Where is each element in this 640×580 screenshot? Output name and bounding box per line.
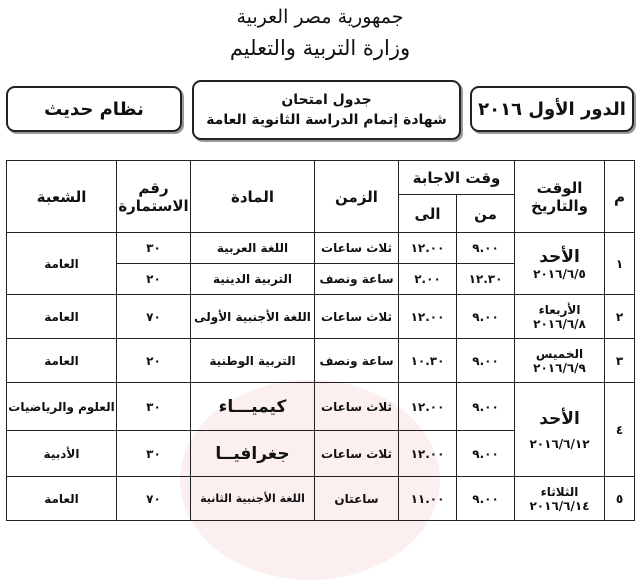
- time-from: ٩.٠٠: [457, 339, 515, 383]
- round-label: الدور الأول ٢٠١٦: [478, 98, 626, 120]
- day-name: الأحد: [539, 408, 580, 429]
- form-number: ٣٠: [117, 383, 191, 431]
- day-date-cell: [515, 339, 605, 383]
- row-index: ٣: [605, 339, 635, 383]
- day-name: الخميس: [535, 346, 584, 361]
- day-date-cell: [515, 477, 605, 521]
- subject: التربية الدينية: [191, 264, 315, 295]
- time-from: ٩.٠٠: [457, 233, 515, 264]
- duration: ساعة ونصف: [315, 264, 399, 295]
- branch: العامة: [7, 233, 117, 295]
- form-number: ٢٠: [117, 339, 191, 383]
- branch: العلوم والرياضيات: [7, 383, 117, 431]
- round-box: [470, 86, 634, 132]
- branch: العامة: [7, 477, 117, 521]
- subject: اللغة العربية: [191, 233, 315, 264]
- title-line-2: شهادة إتمام الدراسة الثانوية العامة: [206, 112, 447, 128]
- time-from: ٩.٠٠: [457, 295, 515, 339]
- system-box: [6, 86, 182, 132]
- day-date-cell: [515, 383, 605, 477]
- subject: اللغة الأجنبية الثانية: [191, 477, 315, 521]
- table-row: [7, 339, 635, 383]
- day-name: الأربعاء: [538, 302, 581, 317]
- time-from: ٩.٠٠: [457, 383, 515, 431]
- subject: التربية الوطنية: [191, 339, 315, 383]
- subject: جغرافيــا: [191, 431, 315, 477]
- day-date-cell: [515, 233, 605, 295]
- form-number: ٣٠: [117, 431, 191, 477]
- time-to: ١٢.٠٠: [399, 431, 457, 477]
- day-name: الأحد: [539, 246, 580, 267]
- form-number: ٢٠: [117, 264, 191, 295]
- table-row: [7, 477, 635, 521]
- row-index: ٥: [605, 477, 635, 521]
- duration: ثلاث ساعات: [315, 431, 399, 477]
- system-label: نظام حديث: [44, 98, 144, 120]
- exam-date: ٢٠١٦/٦/٨: [533, 316, 586, 331]
- header-subject: المادة: [191, 161, 315, 233]
- header-branch: الشعبة: [7, 161, 117, 233]
- title-line-1: جدول امتحان: [281, 92, 372, 108]
- time-to: ٢.٠٠: [399, 264, 457, 295]
- row-index: ٢: [605, 295, 635, 339]
- day-date-cell: [515, 295, 605, 339]
- header-to: الى: [399, 195, 457, 233]
- time-to: ١٢.٠٠: [399, 383, 457, 431]
- subject: كيميـــاء: [191, 383, 315, 431]
- time-to: ١٢.٠٠: [399, 233, 457, 264]
- row-index: ١: [605, 233, 635, 295]
- exam-schedule-table: [6, 160, 635, 521]
- duration: ثلاث ساعات: [315, 295, 399, 339]
- table-row: [7, 383, 635, 431]
- duration: ساعة ونصف: [315, 339, 399, 383]
- header-index: م: [605, 161, 635, 233]
- country-heading: جمهورية مصر العربية: [236, 6, 404, 28]
- duration: ثلاث ساعات: [315, 233, 399, 264]
- time-from: ٩.٠٠: [457, 477, 515, 521]
- table-row: [7, 295, 635, 339]
- title-box: [192, 80, 461, 140]
- header-from: من: [457, 195, 515, 233]
- exam-date: ٢٠١٦/٦/١٢: [529, 436, 590, 451]
- row-index: ٤: [605, 383, 635, 477]
- day-name: الثلاثاء: [540, 484, 579, 499]
- ministry-heading: وزارة التربية والتعليم: [229, 36, 411, 60]
- header-answer-time: وقت الاجابة: [399, 161, 515, 195]
- header-datetime: الوقت والتاريخ: [515, 161, 605, 233]
- time-from: ٩.٠٠: [457, 431, 515, 477]
- time-from: ١٢.٣٠: [457, 264, 515, 295]
- header-form-number: رقم الاستمارة: [117, 161, 191, 233]
- duration: ساعتان: [315, 477, 399, 521]
- header-duration: الزمن: [315, 161, 399, 233]
- form-number: ٧٠: [117, 477, 191, 521]
- exam-date: ٢٠١٦/٦/٩: [533, 360, 586, 375]
- branch: العامة: [7, 339, 117, 383]
- exam-date: ٢٠١٦/٦/١٤: [529, 498, 590, 513]
- time-to: ١٢.٠٠: [399, 295, 457, 339]
- branch: العامة: [7, 295, 117, 339]
- branch: الأدبية: [7, 431, 117, 477]
- duration: ثلاث ساعات: [315, 383, 399, 431]
- form-number: ٧٠: [117, 295, 191, 339]
- header-row: [7, 161, 635, 195]
- form-number: ٣٠: [117, 233, 191, 264]
- table-row: [7, 233, 635, 264]
- time-to: ١٠.٣٠: [399, 339, 457, 383]
- exam-date: ٢٠١٦/٦/٥: [533, 266, 586, 281]
- time-to: ١١.٠٠: [399, 477, 457, 521]
- subject: اللغة الأجنبية الأولى: [191, 295, 315, 339]
